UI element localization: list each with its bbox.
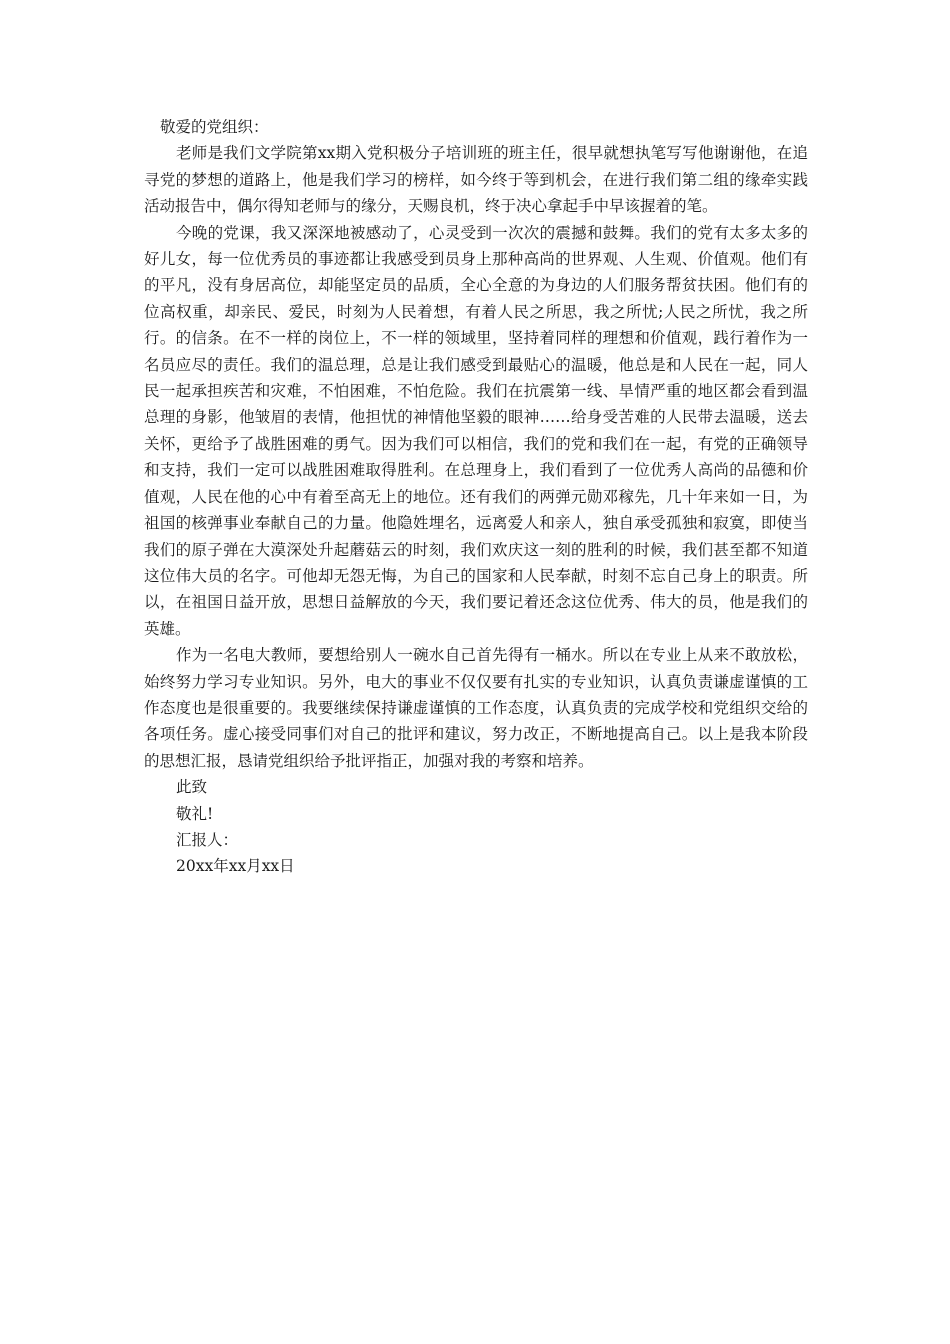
salutation: 敬爱的党组织： <box>160 118 269 136</box>
closing-cizhi: 此致 <box>176 778 208 797</box>
reporter-label: 汇报人： <box>176 830 239 849</box>
paragraph-intro: 老师是我们文学院第xx期入党积极分子培训班的班主任，很早就想执笔写写他谢谢他，在追寻党的梦想的道路上，他是我们学习的榜样，如今终于等到机会，在进行我们第二组的缘牵实践活动报告中，偶尔得知老师与的缘分，天赐良机，终于决心拿起手中早该握着的笔。 <box>144 144 808 216</box>
document-page <box>144 114 808 880</box>
closing-jingli: 敬礼! <box>176 804 214 823</box>
paragraph-teacher-reflection: 作为一名电大教师，要想给别人一碗水自己首先得有一桶水。所以在专业上从来不敢放松，始终努力学习专业知识。另外，电大的事业不仅仅要有扎实的专业知识，认真负责谦虚谨慎的工作态度也是很重要的。我要继续保持谦虚谨慎的工作态度，认真负责的完成学校和党组织交给的各项任务。虚心接受同事们对自己的批评和建议，努力改正，不断地提高自己。以上是我本阶段的思想汇报，恳请党组织给予批评指正，加强对我的考察和培养。 <box>144 646 808 770</box>
report-date: 20xx年xx月xx日 <box>176 857 295 876</box>
paragraph-party-lesson: 今晚的党课，我又深深地被感动了，心灵受到一次次的震撼和鼓舞。我们的党有太多太多的好儿女，每一位优秀员的事迹都让我感受到员身上那种高尚的世界观、人生观、价值观。他们有的平凡，没有身居高位，却能坚定员的品质，全心全意的为身边的人们服务帮贫扶困。他们有的位高权重，却亲民、爱民，时刻为人民着想，有着人民之所思，我之所忧;人民之所忧，我之所行。的信条。在不一样的岗位上，不一样的领域里，坚持着同样的理想和价值观，践行着作为一名员应尽的责任。我们的温总理，总是让我们感受到最贴心的温暖，他总是和人民在一起，同人民一起承担疾苦和灾难，不怕困难，不怕危险。我们在抗震第一线、旱情严重的地区都会看到温总理的身影，他皱眉的表情，他担忧的神情他坚毅的眼神……给身受苦难的人民带去温暖，送去关怀，更给予了战胜困难的勇气。因为我们可以相信，我们的党和我们在一起，有党的正确领导和支持，我们一定可以战胜困难取得胜利。在总理身上，我们看到了一位优秀人高尚的品德和价值观，人民在他的心中有着至高无上的地位。还有我们的两弹元勋邓稼先，几十年来如一日，为祖国的核弹事业奉献自己的力量。他隐姓埋名，远离爱人和亲人，独自承受孤独和寂寞，即使当我们的原子弹在大漠深处升起蘑菇云的时刻，我们欢庆这一刻的胜利的时候，我们甚至都不知道这位伟大员的名字。可他却无怨无悔，为自己的国家和人民奉献，时刻不忘自己身上的职责。所以，在祖国日益开放，思想日益解放的今天，我们要记着还念这位优秀、伟大的员，他是我们的英雄。 <box>144 223 808 638</box>
